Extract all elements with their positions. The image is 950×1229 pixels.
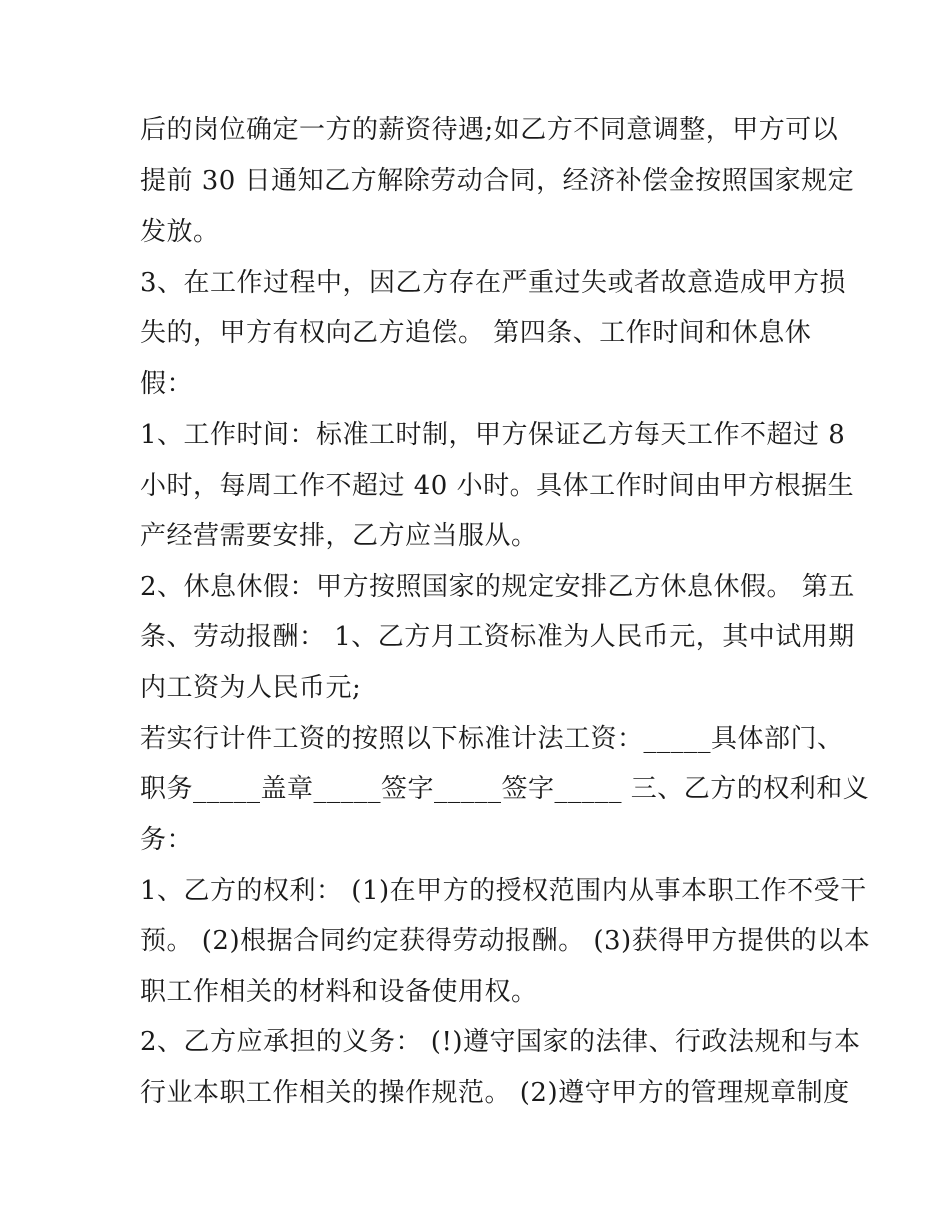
text-line: 小时，每周工作不超过 40 小时。具体工作时间由甲方根据生 (140, 471, 855, 501)
text-line: 产经营需要安排，乙方应当服从。 (140, 521, 538, 551)
text-line: 行业本职工作相关的操作规范。 (2)遵守甲方的管理规章制度 (140, 1078, 850, 1108)
text-line: 失的，甲方有权向乙方追偿。 第四条、工作时间和休息休 (140, 318, 812, 348)
text-line: 务： (140, 825, 194, 855)
text-line: 若实行计件工资的按照以下标准计法工资：_____具体部门、 (140, 724, 844, 754)
text-line: 职务_____盖章_____签字_____签字_____ 三、乙方的权利和义 (140, 774, 870, 804)
text-line: 3、在工作过程中，因乙方存在严重过失或者故意造成甲方损 (140, 268, 847, 298)
text-line: 1、乙方的权利： (1)在甲方的授权范围内从事本职工作不受干 (140, 876, 867, 906)
text-line: 发放。 (140, 217, 220, 247)
text-line: 1、工作时间：标准工时制，甲方保证乙方每天工作不超过 8 (140, 420, 846, 450)
text-line: 内工资为人民币元; (140, 673, 362, 703)
text-line: 条、劳动报酬： 1、乙方月工资标准为人民币元，其中试用期 (140, 622, 855, 652)
text-line: 提前 30 日通知乙方解除劳动合同，经济补偿金按照国家规定 (140, 166, 855, 196)
text-line: 后的岗位确定一方的薪资待遇;如乙方不同意调整，甲方可以 (140, 115, 839, 145)
text-line: 2、乙方应承担的义务： (!)遵守国家的法律、行政法规和与本 (140, 1027, 861, 1057)
text-line: 假： (140, 369, 194, 399)
text-line: 职工作相关的材料和设备使用权。 (140, 977, 538, 1007)
text-line: 2、休息休假：甲方按照国家的规定安排乙方休息休假。 第五 (140, 572, 855, 602)
text-line: 预。 (2)根据合同约定获得劳动报酬。 (3)获得甲方提供的以本 (140, 926, 871, 956)
